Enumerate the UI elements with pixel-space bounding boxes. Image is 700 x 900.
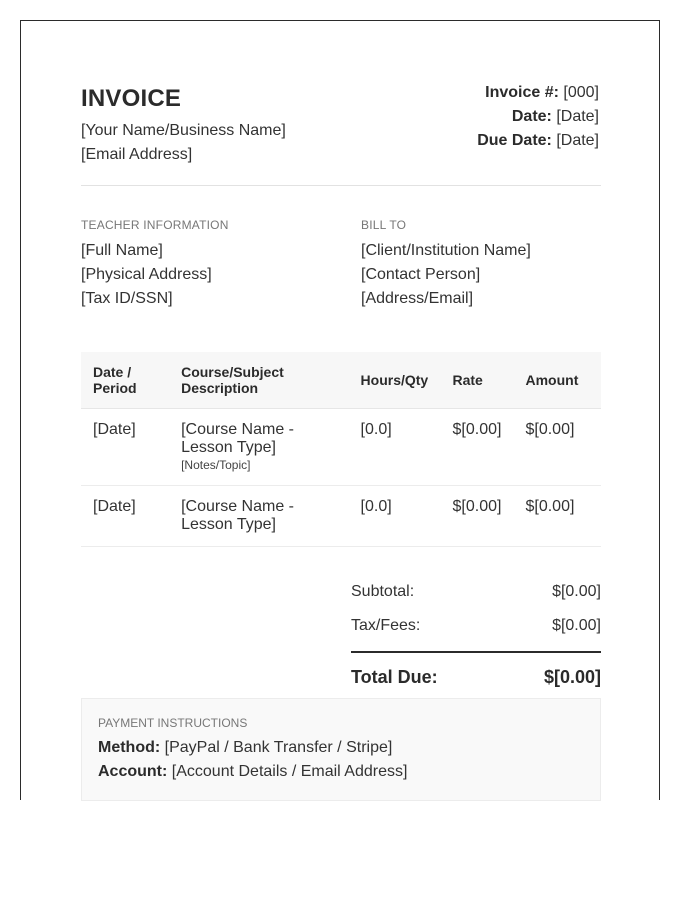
invoice-number-label: Invoice #: <box>485 84 564 101</box>
payment-instructions-label: PAYMENT INSTRUCTIONS <box>98 716 248 730</box>
header-rate: Rate <box>441 352 514 409</box>
due-date-label: Due Date: <box>477 132 557 149</box>
total-due-value: $[0.00] <box>543 667 601 687</box>
header-divider <box>81 185 601 186</box>
due-date-value: [Date] <box>556 132 599 149</box>
teacher-tax-id: [Tax ID/SSN] <box>81 290 173 307</box>
due-date-row <box>477 129 599 153</box>
row-hours: [0.0] <box>349 486 441 547</box>
payment-method-label: Method: <box>98 739 165 756</box>
invoice-date-label: Date: <box>511 108 557 125</box>
header-date-period: Date / Period <box>81 352 169 409</box>
tax-fees-label: Tax/Fees: <box>351 617 421 634</box>
client-address: [Address/Email] <box>361 290 474 307</box>
row-date: [Date] <box>81 409 169 486</box>
bill-to-label: BILL TO <box>361 218 407 232</box>
row-amount: $[0.00] <box>513 486 601 547</box>
teacher-full-name: [Full Name] <box>81 242 163 259</box>
total-due-row <box>351 666 601 688</box>
payment-instructions <box>81 698 601 801</box>
tax-fees-row <box>351 617 601 651</box>
row-rate: $[0.00] <box>441 486 514 547</box>
payment-method-value: [PayPal / Bank Transfer / Stripe] <box>164 739 393 756</box>
subtotal-row <box>351 583 601 617</box>
line-items-table <box>81 352 601 547</box>
row-rate: $[0.00] <box>441 409 514 486</box>
payment-method-row <box>98 736 584 760</box>
row-description-cell <box>169 409 348 486</box>
row-hours: [0.0] <box>349 409 441 486</box>
row-date: [Date] <box>81 486 169 547</box>
subtotal-label: Subtotal: <box>351 583 415 600</box>
invoice-number-value: [000] <box>563 84 599 101</box>
sender-email: [Email Address] <box>81 146 193 163</box>
invoice-page <box>20 20 660 800</box>
row-notes: [Notes/Topic] <box>181 458 251 472</box>
invoice-date-value: [Date] <box>556 108 599 125</box>
payment-account-row <box>98 760 584 784</box>
row-amount: $[0.00] <box>513 409 601 486</box>
total-divider <box>351 651 601 653</box>
table-header <box>81 352 601 409</box>
bill-to <box>361 217 531 311</box>
contact-person: [Contact Person] <box>361 266 481 283</box>
subtotal-value: $[0.00] <box>552 583 601 600</box>
payment-account-value: [Account Details / Email Address] <box>171 763 408 780</box>
total-due-label: Total Due: <box>351 667 438 687</box>
teacher-information-label: TEACHER INFORMATION <box>81 218 229 232</box>
header-hours-qty: Hours/Qty <box>349 352 441 409</box>
header-description: Course/Subject Description <box>169 352 348 409</box>
invoice-date-row <box>477 105 599 129</box>
teacher-information <box>81 217 229 311</box>
row-description: [Course Name - Lesson Type] <box>169 486 348 547</box>
invoice-number-row <box>477 81 599 105</box>
totals-block <box>351 583 601 688</box>
table-row <box>81 409 601 486</box>
tax-fees-value: $[0.00] <box>552 617 601 634</box>
teacher-address: [Physical Address] <box>81 266 212 283</box>
table-header-row <box>81 352 601 409</box>
payment-account-label: Account: <box>98 763 172 780</box>
header-amount: Amount <box>513 352 601 409</box>
table-row <box>81 486 601 547</box>
client-name: [Client/Institution Name] <box>361 242 531 259</box>
sender-block <box>81 85 286 167</box>
row-description: [Course Name - Lesson Type] <box>181 421 294 456</box>
sender-name: [Your Name/Business Name] <box>81 122 286 139</box>
invoice-title: INVOICE <box>81 85 182 112</box>
invoice-meta <box>477 81 599 153</box>
